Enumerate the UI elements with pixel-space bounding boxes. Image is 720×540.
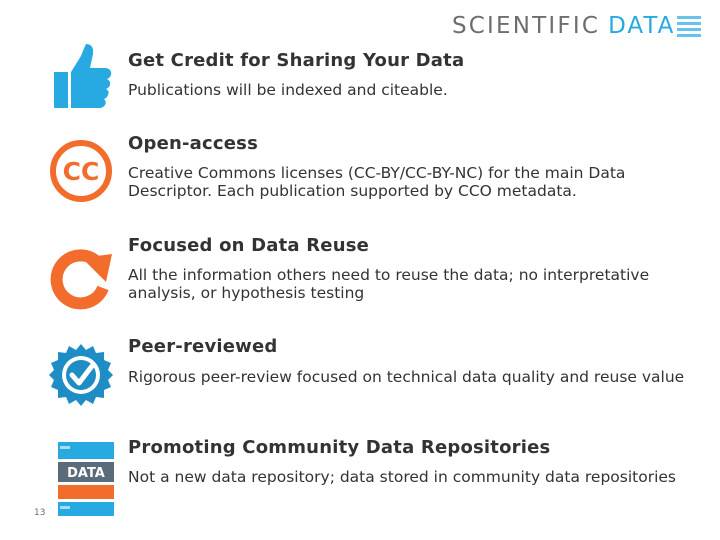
logo-stack-icon [677, 16, 701, 37]
data-icon-label: DATA [67, 466, 105, 481]
feature-title: Peer-reviewed [128, 336, 278, 357]
verified-badge-icon [48, 342, 114, 408]
thumbs-up-icon [48, 42, 114, 108]
feature-title: Focused on Data Reuse [128, 235, 370, 256]
creative-commons-icon [48, 138, 114, 204]
feature-title: Open-access [128, 133, 259, 154]
feature-description: Publications will be indexed and citeable. [128, 81, 448, 99]
data-repository-icon [48, 438, 114, 518]
feature-description: Creative Commons licenses (CC-BY/CC-BY-NC) for the main Data Descriptor. Each publication supported by CCO metadata. [128, 164, 626, 200]
logo-word-data: DATA [608, 13, 676, 39]
feature-title: Promoting Community Data Repositories [128, 437, 551, 458]
scientific-data-logo [452, 10, 701, 42]
cc-icon-label: CC [62, 157, 100, 186]
feature-title: Get Credit for Sharing Your Data [128, 50, 465, 71]
reuse-arrow-icon [48, 246, 114, 312]
feature-description: All the information others need to reuse the data; no interpretative analysis, or hypothesis testing [128, 266, 650, 302]
page-number: 13 [34, 508, 46, 518]
logo-word-scientific: SCIENTIFIC [452, 13, 601, 39]
feature-description: Rigorous peer-review focused on technical data quality and reuse value [128, 368, 685, 386]
feature-description: Not a new data repository; data stored in community data repositories [128, 468, 677, 486]
